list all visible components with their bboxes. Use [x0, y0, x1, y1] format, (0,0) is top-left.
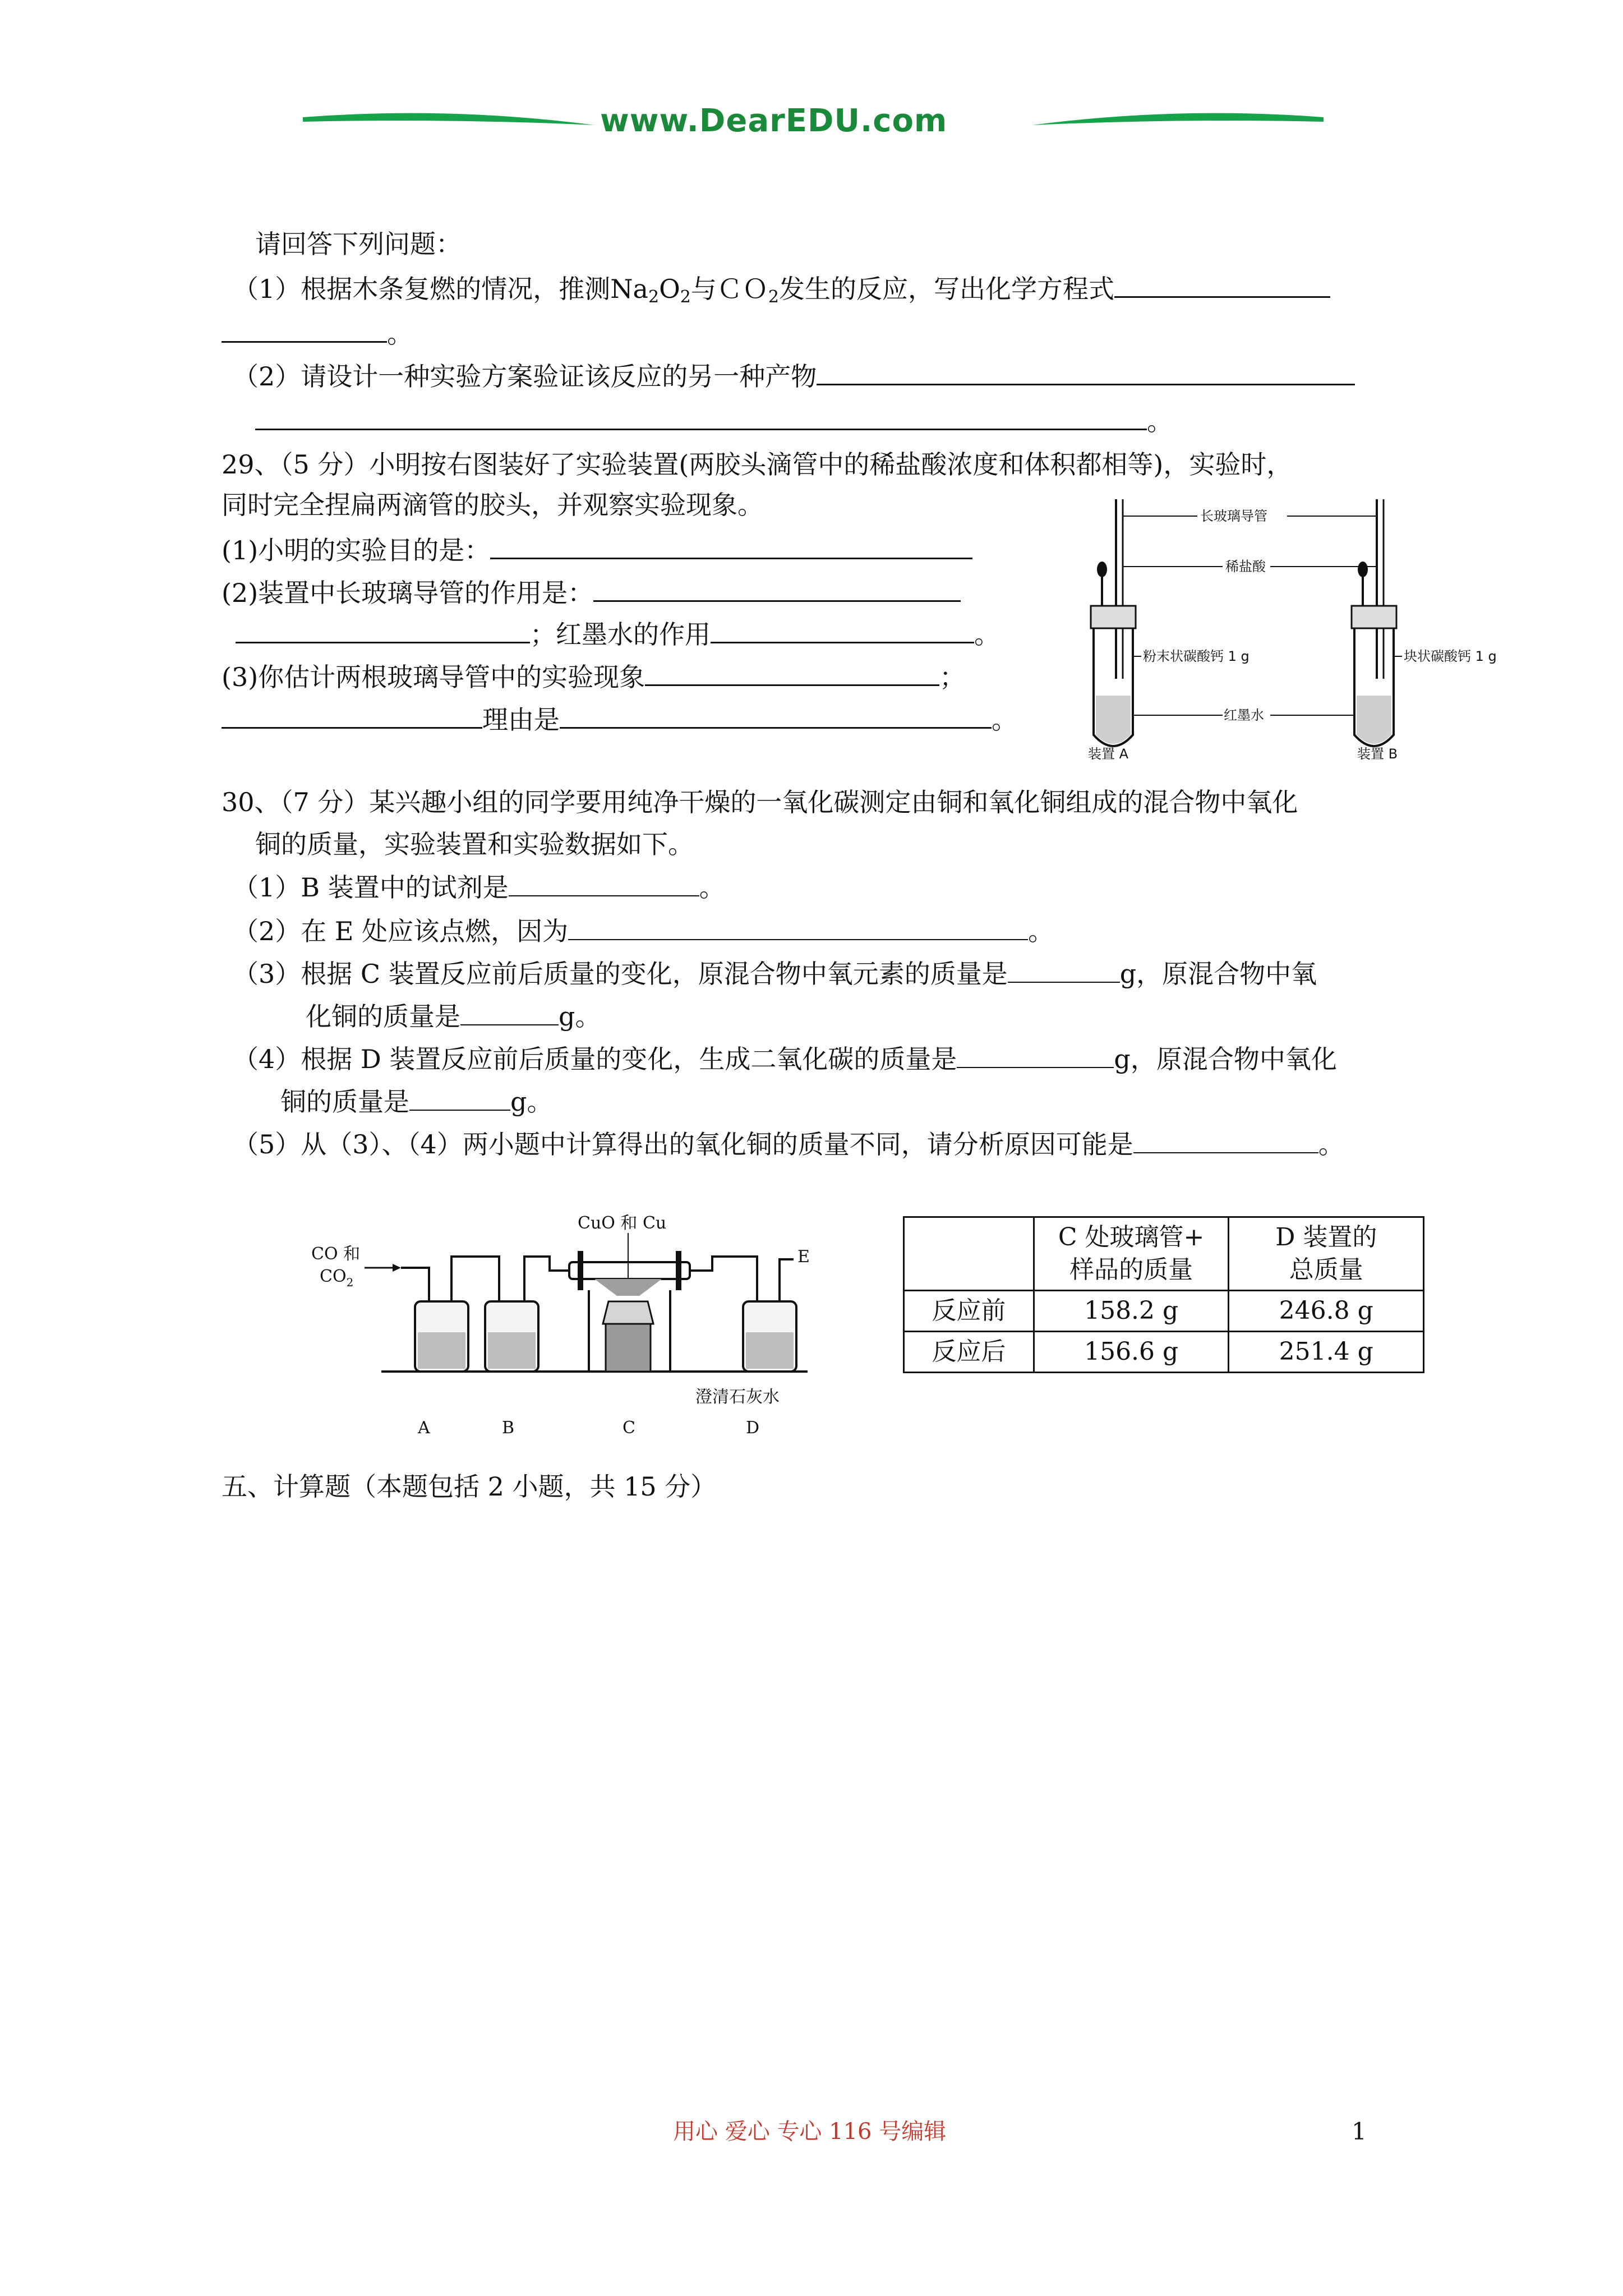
fig-label-c: C	[623, 1418, 635, 1438]
section-5-title: 五、计算题（本题包括 2 小题，共 15 分）	[222, 1471, 717, 1502]
fig-label-e: E	[797, 1247, 810, 1267]
header-swoosh-right-icon	[1032, 106, 1324, 140]
answer-blank[interactable]	[817, 358, 1355, 385]
table-cell: 反应后	[904, 1332, 1034, 1373]
answer-blank[interactable]	[255, 403, 1147, 430]
q28-item-1-cont: 。	[222, 315, 413, 351]
answer-blank[interactable]	[236, 616, 530, 643]
q28-item-2-cont: 。	[255, 403, 1173, 438]
fig-label-device-a: 装置 A	[1088, 746, 1129, 762]
fig-label-device-b: 装置 B	[1357, 746, 1398, 762]
header	[303, 98, 1324, 149]
q30-item-3: （3）根据 C 装置反应前后质量的变化，原混合物中氧元素的质量是 g，原混合物中氧	[233, 956, 1317, 991]
q30-stem-1: 30、（7 分）某兴趣小组的同学要用纯净干燥的一氧化碳测定由铜和氧化铜组成的混合物中氧化	[222, 787, 1298, 817]
answer-blank[interactable]	[409, 1084, 510, 1111]
table-header-d: D 装置的 总质量	[1229, 1217, 1424, 1291]
q29-item-2-cont: ；红墨水的作用 。	[236, 616, 1000, 651]
answer-blank[interactable]	[560, 701, 992, 729]
fig-label-hcl: 稀盐酸	[1225, 559, 1266, 574]
q29-stem-2: 同时完全捏扁两滴管的胶头，并观察实验现象。	[222, 490, 763, 520]
answer-blank[interactable]	[222, 701, 482, 729]
answer-blank[interactable]	[957, 1041, 1114, 1068]
q30-item-1: （1）B 装置中的试剂是 。	[233, 869, 725, 904]
answer-blank[interactable]	[460, 999, 559, 1025]
q29-item-2: (2)装置中长玻璃导管的作用是：	[222, 574, 961, 610]
answer-blank[interactable]	[711, 616, 974, 643]
footer-editor-note: 用心 爱心 专心 116 号编辑	[673, 2119, 947, 2145]
fig-label-gas-in: CO 和	[311, 1244, 361, 1264]
q29-item-3-cont: 理由是 。	[222, 701, 1017, 737]
q29-stem-1: 29、（5 分）小明按右图装好了实验装置(两胶头滴管中的稀盐酸浓度和体积都相等)，实验时，	[222, 449, 1293, 480]
table-header-empty	[904, 1217, 1034, 1291]
answer-blank[interactable]	[568, 913, 1028, 940]
q28-item-2: （2）请设计一种实验方案验证该反应的另一种产物	[233, 358, 1355, 393]
fig-label-red-ink: 红墨水	[1224, 707, 1264, 723]
fig-label-cuo-cu: CuO 和 Cu	[578, 1213, 667, 1233]
answer-blank[interactable]	[645, 659, 939, 686]
table-header-c: C 处玻璃管+ 样品的质量	[1034, 1217, 1229, 1291]
q30-item-4: （4）根据 D 装置反应前后质量的变化，生成二氧化碳的质量是 g，原混合物中氧化	[233, 1041, 1337, 1076]
table-cell: 251.4 g	[1229, 1332, 1424, 1373]
q30-data-table	[903, 1216, 1424, 1373]
q30-item-3-cont: 化铜的质量是 g。	[306, 999, 601, 1033]
table-cell: 158.2 g	[1034, 1291, 1229, 1332]
table-cell: 156.6 g	[1034, 1332, 1229, 1373]
intro-text: 请回答下列问题：	[255, 229, 462, 259]
fig-label-long-tube: 长玻璃导管	[1200, 508, 1267, 524]
q30-item-4-cont: 铜的质量是 g。	[280, 1084, 552, 1119]
fig-label-powder: 粉末状碳酸钙 1 g	[1143, 648, 1249, 664]
q30-item-5: （5）从（3）、（4）两小题中计算得出的氧化铜的质量不同，请分析原因可能是 。	[233, 1126, 1344, 1161]
header-swoosh-left-icon	[303, 106, 594, 140]
table-cell: 反应前	[904, 1291, 1034, 1332]
answer-blank[interactable]	[1008, 956, 1120, 983]
fig-label-block: 块状碳酸钙 1 g	[1404, 648, 1497, 664]
fig-label-b: B	[502, 1418, 515, 1438]
answer-blank[interactable]	[593, 574, 961, 602]
table-row	[904, 1291, 1424, 1332]
table-row	[904, 1217, 1424, 1291]
fig-label-gas-in-co2: $CO_2$	[320, 1267, 354, 1289]
table-row	[904, 1332, 1424, 1373]
page-number: 1	[1352, 2118, 1367, 2145]
fig-label-a: A	[418, 1418, 430, 1438]
q30-apparatus-figure	[303, 1206, 830, 1442]
answer-blank[interactable]	[222, 315, 387, 343]
q29-item-3: (3)你估计两根玻璃导管中的实验现象 ；	[222, 659, 965, 694]
q30-stem-2: 铜的质量，实验装置和实验数据如下。	[255, 829, 694, 859]
fig-label-limewater: 澄清石灰水	[695, 1387, 780, 1407]
q28-item-1: （1）根据木条复燃的情况，推测$Na_2O_2$与ＣＯ$_2$发生的反应，写出化学方程式	[233, 270, 1330, 306]
answer-blank[interactable]	[1114, 270, 1330, 298]
table-cell: 246.8 g	[1229, 1291, 1424, 1332]
q29-item-1: (1)小明的实验目的是：	[222, 532, 972, 567]
header-site-title: www.DearEDU.com	[600, 103, 948, 139]
q29-apparatus-figure	[1077, 494, 1525, 763]
answer-blank[interactable]	[509, 869, 699, 896]
answer-blank[interactable]	[1133, 1126, 1318, 1153]
q30-item-2: （2）在 E 处应该点燃，因为 。	[233, 913, 1054, 948]
fig-label-d: D	[746, 1418, 760, 1438]
answer-blank[interactable]	[490, 532, 972, 559]
